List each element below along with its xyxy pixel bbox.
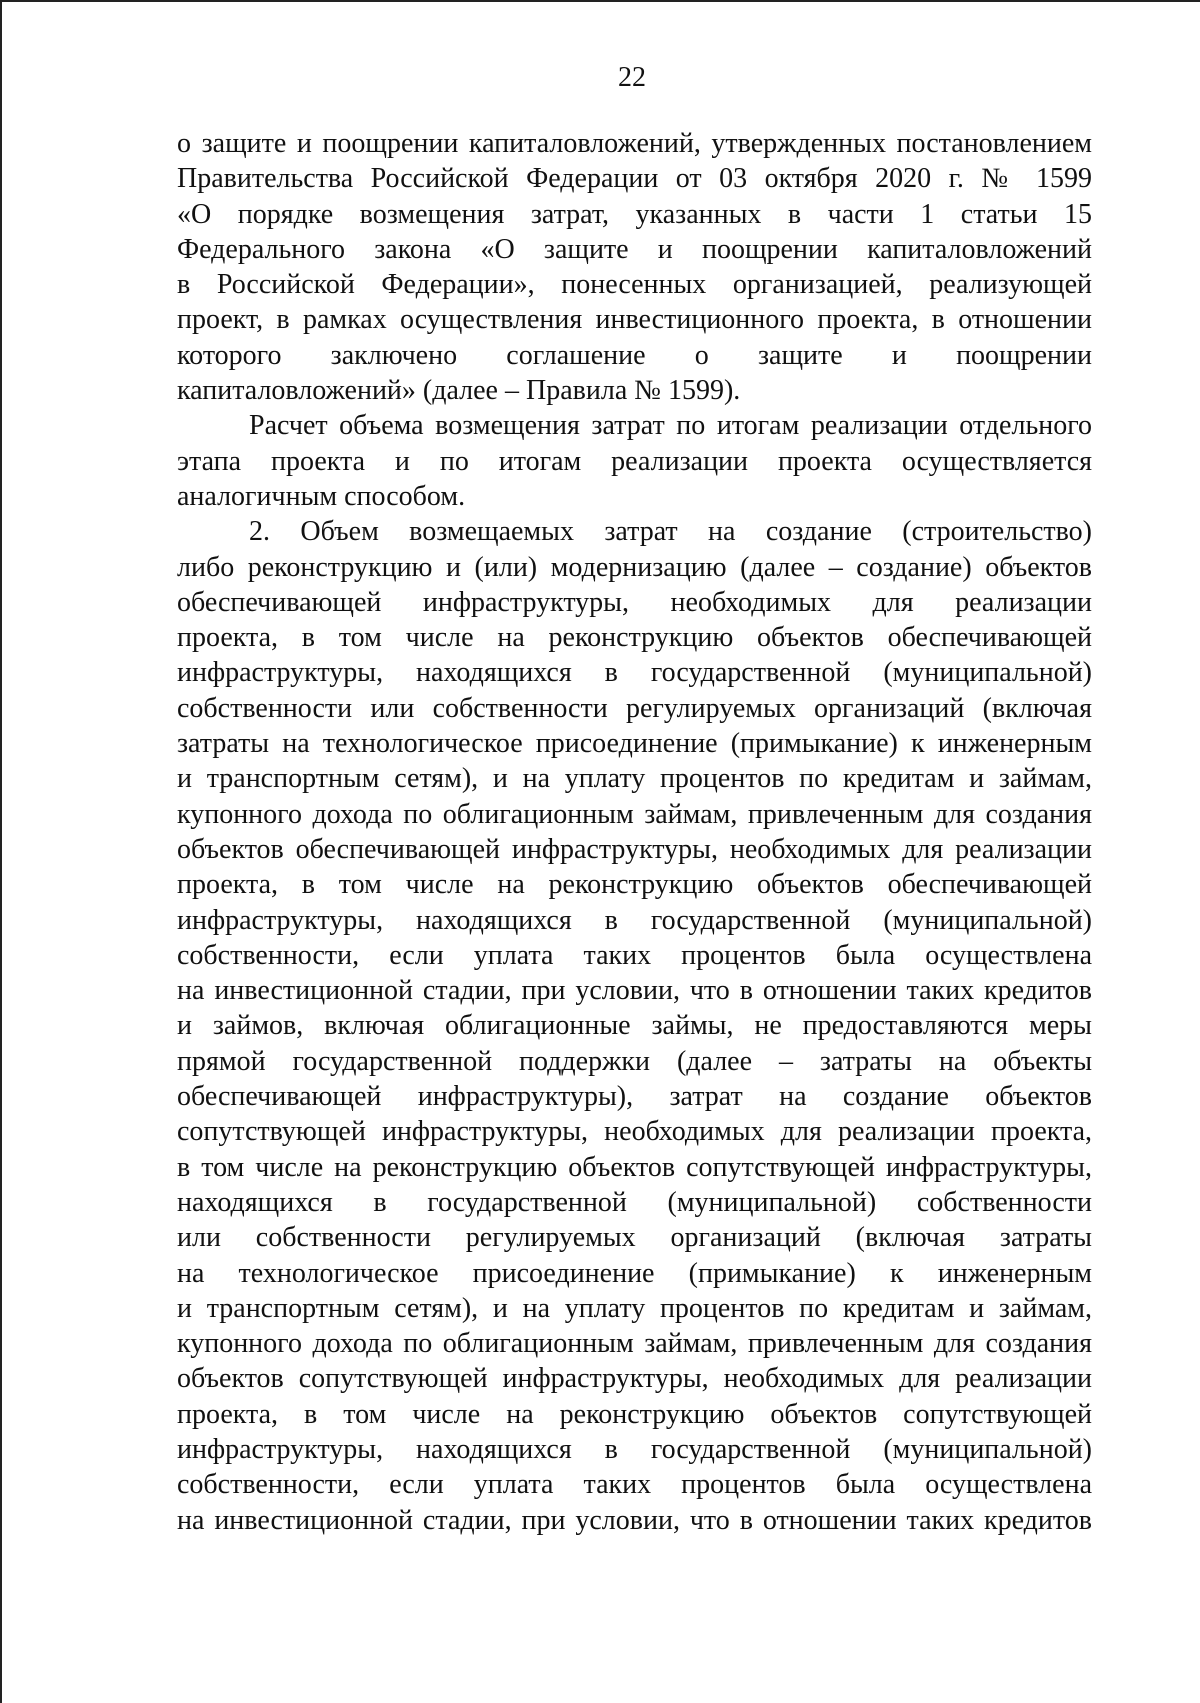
text-line: Расчет объема возмещения затрат по итогам реализации отдельного: [249, 410, 1092, 442]
text-line: проекта, в том числе на реконструкцию объектов обеспечивающей: [177, 622, 1092, 654]
text-line: проекта, в том числе на реконструкцию объектов сопутствующей: [177, 1398, 1092, 1430]
text-line: затраты на технологическое присоединение (примыкание) к инженерным: [177, 728, 1092, 760]
text-line: находящихся в государственной (муниципальной) собственности: [177, 1186, 1092, 1218]
page-number: 22: [618, 62, 646, 93]
paragraph: [177, 408, 1092, 514]
text-line: инфраструктуры, находящихся в государственной (муниципальной): [177, 657, 1092, 689]
paragraph: [177, 514, 1092, 1538]
text-line: купонного дохода по облигационным займам, привлеченным для создания: [177, 1328, 1092, 1360]
text-line: собственности, если уплата таких процентов была осуществлена: [177, 939, 1092, 971]
text-line: обеспечивающей инфраструктуры, необходимых для реализации: [177, 586, 1092, 618]
text-line: объектов сопутствующей инфраструктуры, необходимых для реализации: [177, 1363, 1092, 1395]
text-line: или собственности регулируемых организаций (включая затраты: [177, 1222, 1092, 1254]
text-line: аналогичным способом.: [177, 480, 466, 512]
text-line: о защите и поощрении капиталовложений, утвержденных постановлением: [177, 128, 1092, 159]
text-line: и транспортным сетям), и на уплату процентов по кредитам и займам,: [177, 763, 1092, 795]
text-line: Правительства Российской Федерации от 03 октября 2020 г. № 1599: [177, 163, 1092, 195]
text-line: проекта, в том числе на реконструкцию объектов обеспечивающей: [177, 869, 1092, 901]
text-line: инфраструктуры, находящихся в государственной (муниципальной): [177, 904, 1092, 936]
text-line: этапа проекта и по итогам реализации проекта осуществляется: [177, 445, 1092, 477]
text-line: купонного дохода по облигационным займам, привлеченным для создания: [177, 798, 1092, 830]
text-line: объектов обеспечивающей инфраструктуры, необходимых для реализации: [177, 833, 1092, 865]
paragraph: [177, 126, 1092, 408]
text-line: в Российской Федерации», понесенных организацией, реализующей: [177, 269, 1092, 301]
text-line: капиталовложений» (далее – Правила № 1599).: [177, 375, 741, 407]
text-line: и транспортным сетям), и на уплату процентов по кредитам и займам,: [177, 1292, 1092, 1324]
text-line: на технологическое присоединение (примыкание) к инженерным: [177, 1257, 1092, 1289]
text-line: на инвестиционной стадии, при условии, что в отношении таких кредитов: [177, 1504, 1092, 1536]
document-body: [177, 126, 1092, 1538]
text-line: проект, в рамках осуществления инвестиционного проекта, в отношении: [177, 304, 1092, 336]
text-line: на инвестиционной стадии, при условии, что в отношении таких кредитов: [177, 975, 1092, 1007]
text-line: и займов, включая облигационные займы, не предоставляются меры: [177, 1010, 1092, 1042]
text-line: собственности, если уплата таких процентов была осуществлена: [177, 1469, 1092, 1501]
text-line: сопутствующей инфраструктуры, необходимых для реализации проекта,: [177, 1116, 1092, 1148]
text-line: в том числе на реконструкцию объектов сопутствующей инфраструктуры,: [177, 1151, 1092, 1183]
text-line: обеспечивающей инфраструктуры), затрат на создание объектов: [177, 1081, 1092, 1113]
text-line: прямой государственной поддержки (далее – затраты на объекты: [177, 1045, 1092, 1077]
text-line: собственности или собственности регулируемых организаций (включая: [177, 692, 1092, 724]
text-line: либо реконструкцию и (или) модернизацию (далее – создание) объектов: [177, 551, 1092, 583]
text-line: Федерального закона «О защите и поощрении капиталовложений: [177, 233, 1092, 265]
text-line: которого заключено соглашение о защите и поощрении: [177, 339, 1092, 371]
text-line: 2. Объем возмещаемых затрат на создание (строительство): [249, 516, 1092, 548]
text-line: «О порядке возмещения затрат, указанных в части 1 статьи 15: [177, 198, 1092, 230]
text-line: инфраструктуры, находящихся в государственной (муниципальной): [177, 1433, 1092, 1465]
